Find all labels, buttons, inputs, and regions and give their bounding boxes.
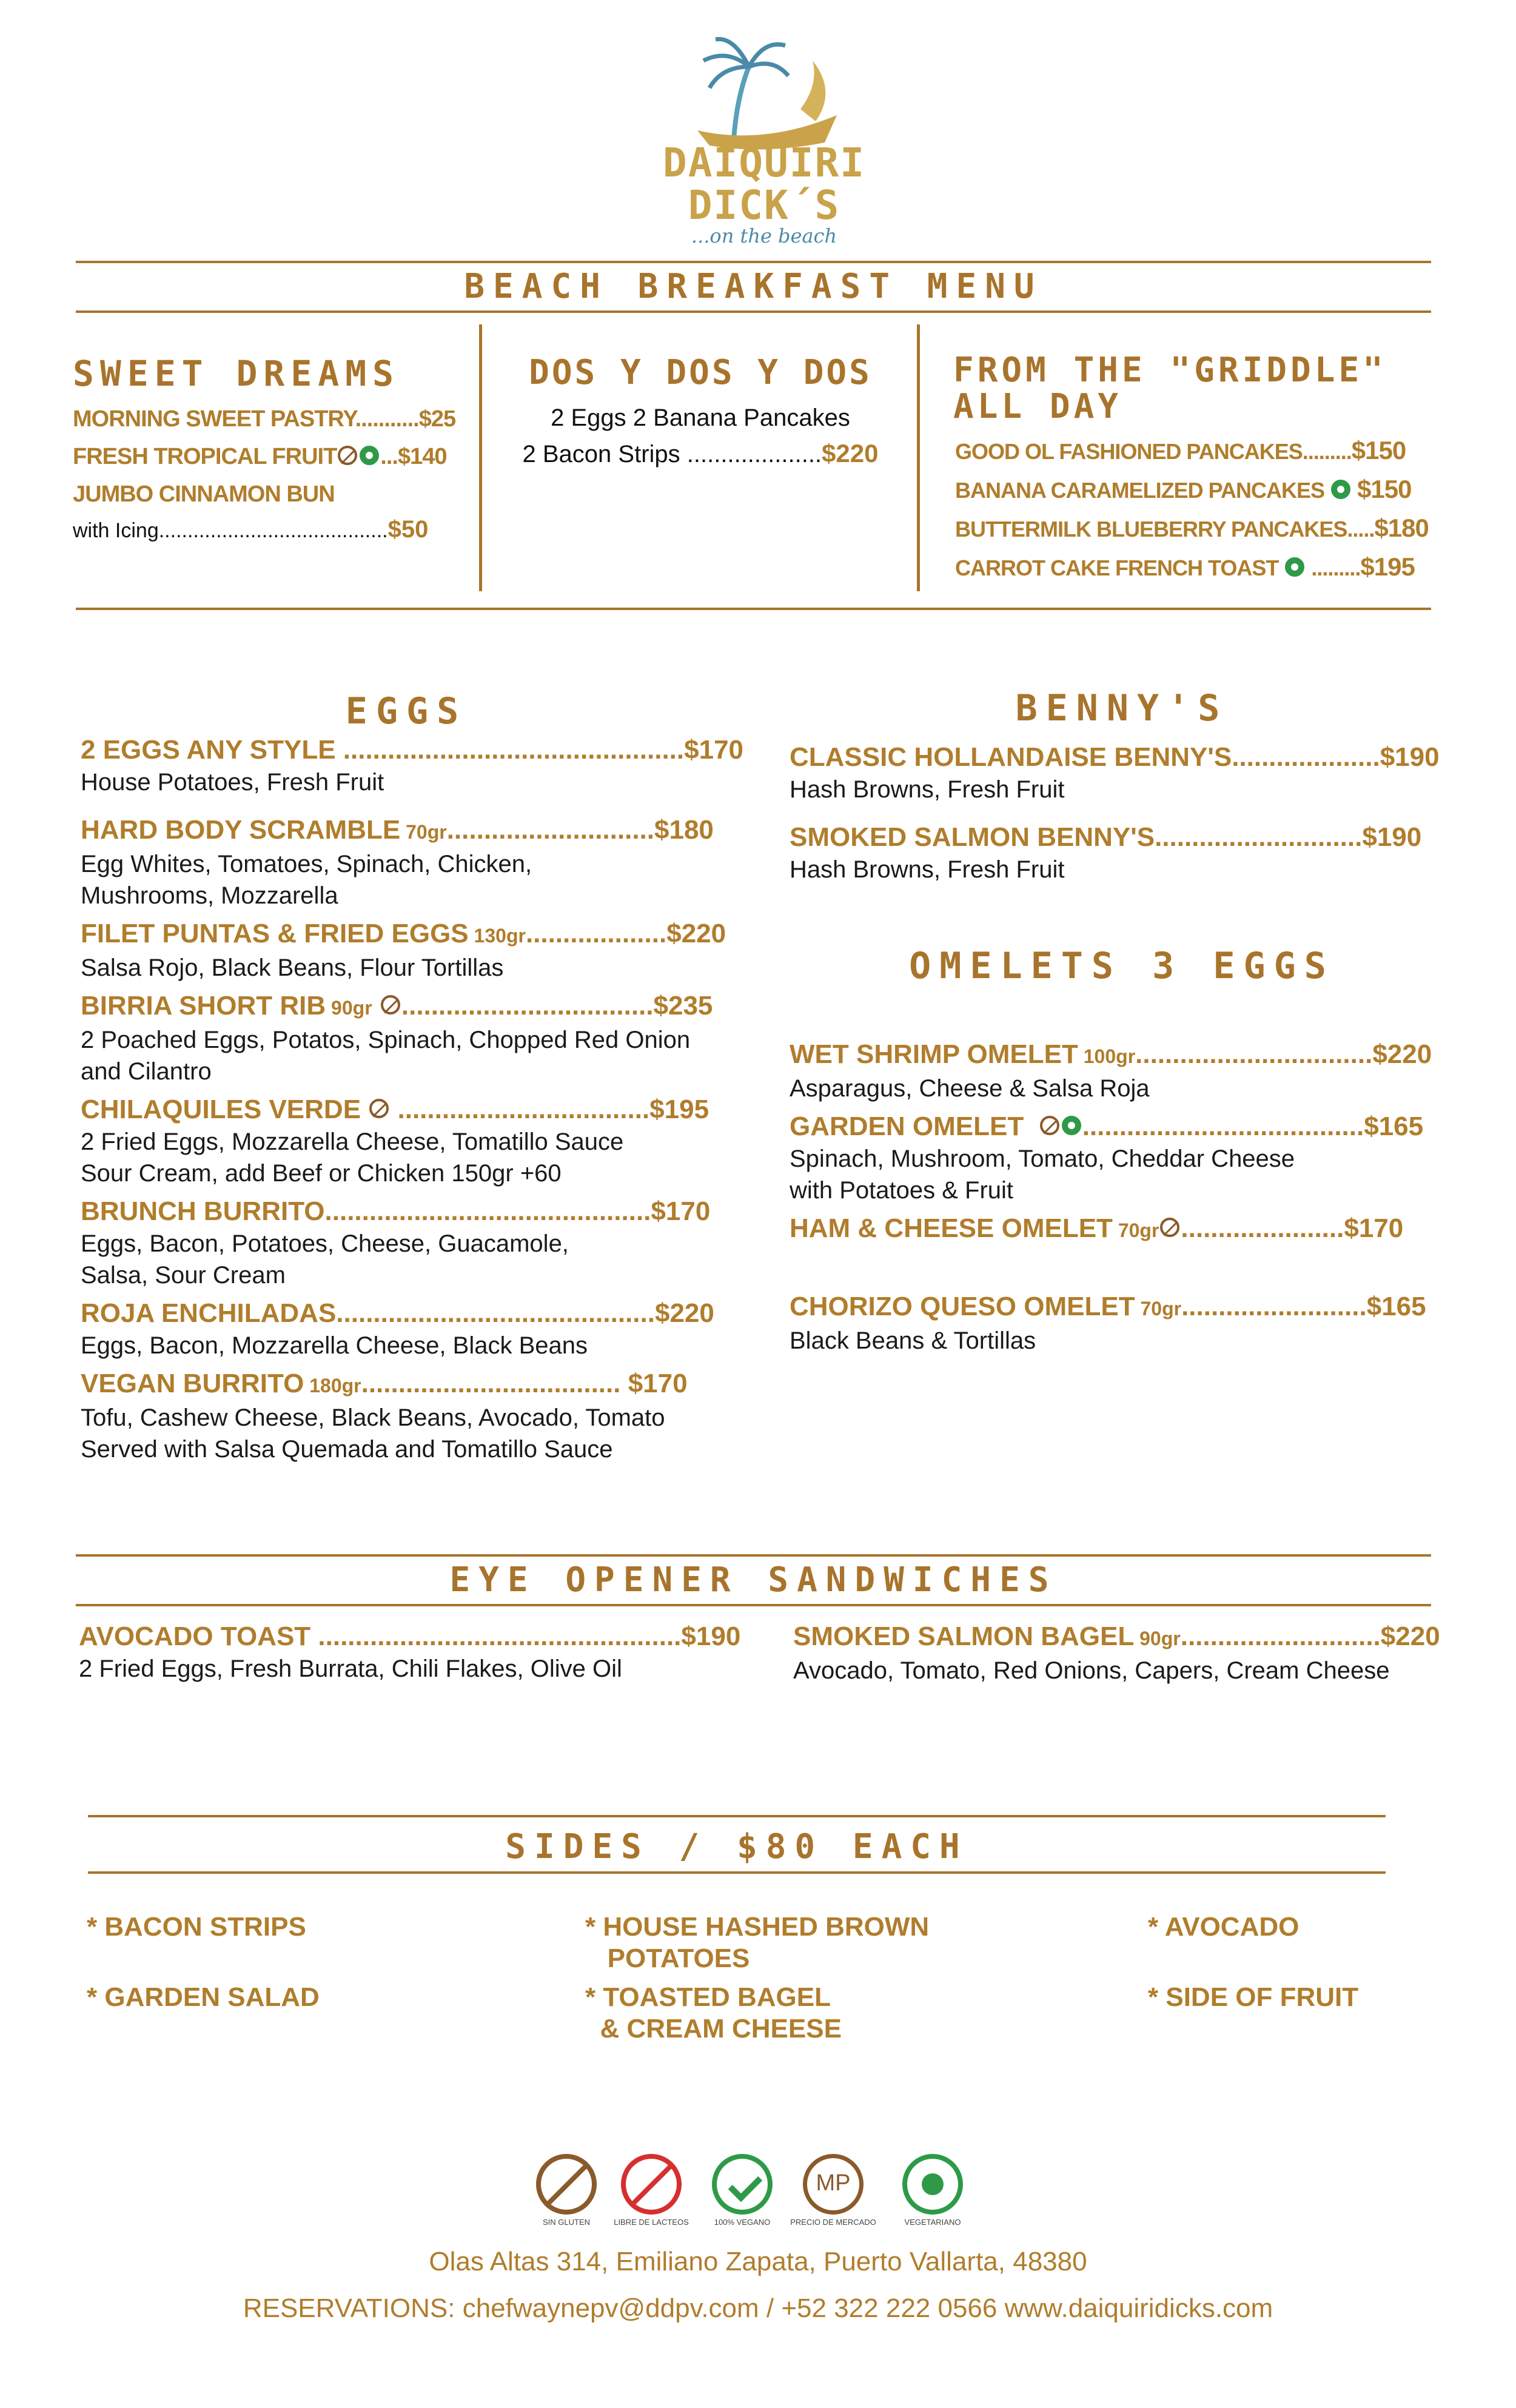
legend-label: LIBRE DE LACTEOS: [614, 2218, 689, 2227]
gluten-free-icon: [369, 1099, 389, 1118]
menu-item: [81, 1367, 748, 1402]
side-item: * SIDE OF FRUIT: [1148, 1982, 1359, 2012]
section-title-bennys: BENNY'S: [1015, 687, 1229, 729]
section-title-omelets: OMELETS 3 EGGS: [909, 945, 1335, 987]
item-name: GOOD OL FASHIONED PANCAKES: [955, 439, 1303, 464]
item-dots: ...........................: [1180, 1622, 1381, 1651]
item-price: $170: [651, 1196, 711, 1226]
bennys-list: [790, 741, 1457, 885]
item-desc: Tofu, Cashew Cheese, Black Beans, Avocado, Tomato: [81, 1404, 665, 1431]
item-desc: Salsa Rojo, Black Beans, Flour Tortillas: [81, 954, 504, 981]
item-dots: ......................: [1181, 1213, 1344, 1243]
side-line: * HOUSE HASHED BROWN: [585, 1912, 930, 1942]
section-title-eggs: EGGS: [345, 690, 468, 733]
menu-item: [955, 548, 1440, 587]
market-price-text: MP: [816, 2170, 851, 2196]
legend-label: 100% VEGANO: [714, 2218, 771, 2227]
item-name: BRUNCH BURRITO: [81, 1196, 325, 1226]
gluten-free-icon: [536, 2154, 597, 2215]
menu-item: JUMBO CINNAMON BUN: [73, 481, 335, 507]
item-name: BANANA CARAMELIZED PANCAKES: [955, 478, 1324, 503]
item-price: $170: [620, 1369, 688, 1398]
menu-item: [81, 1297, 748, 1330]
item-desc: 2 Fried Eggs, Mozzarella Cheese, Tomatillo Sauce: [81, 1129, 624, 1155]
side-item: * BACON STRIPS: [87, 1912, 306, 1942]
item-desc: Sour Cream, add Beef or Chicken 150gr +60: [81, 1160, 562, 1187]
item-desc: 2 Poached Eggs, Potatos, Spinach, Chopped Red Onion: [81, 1027, 691, 1053]
divider: [76, 1554, 1431, 1557]
section-title-sides: SIDES / $80 EACH: [505, 1827, 968, 1866]
item-name: WET SHRIMP OMELET: [790, 1039, 1078, 1069]
sweet-dreams-list: [73, 400, 461, 546]
item-dots: ............................: [1155, 822, 1363, 852]
item-dots: ............................................: [324, 1196, 651, 1226]
side-item: [585, 1911, 929, 1974]
item-dots: ......................................: [1082, 1112, 1364, 1141]
vegetarian-icon: [1285, 557, 1304, 577]
item-weight: 90gr: [1134, 1628, 1181, 1649]
section-title-sandwiches: EYE OPENER SANDWICHES: [449, 1560, 1058, 1600]
item-price: $25: [418, 406, 456, 432]
gluten-free-icon: [381, 995, 400, 1015]
item-dots: .........................: [1181, 1292, 1367, 1321]
item-dots: ...................................: [361, 1369, 621, 1398]
column-divider: [917, 324, 920, 591]
logo-tagline: ...on the beach: [691, 224, 837, 247]
dos-line2: [503, 437, 897, 472]
item-name: HARD BODY SCRAMBLE: [81, 815, 401, 845]
side-line: POTATOES: [585, 1944, 750, 1973]
item-weight: 90gr: [326, 997, 372, 1019]
item-dots: ...: [380, 444, 398, 469]
dos-line1: 2 Eggs 2 Banana Pancakes: [551, 404, 850, 431]
item-name: HAM & CHEESE OMELET: [790, 1213, 1113, 1243]
item-desc: with Icing: [73, 519, 159, 542]
item-name: GARDEN OMELET: [790, 1112, 1024, 1141]
item-weight: 130gr: [468, 925, 526, 947]
item-name: MORNING SWEET PASTRY: [73, 406, 355, 432]
item-weight: 70gr: [1135, 1298, 1182, 1320]
legend-label: PRECIO DE MERCADO: [790, 2218, 876, 2227]
item-name: BUTTERMILK BLUEBERRY PANCAKES: [955, 517, 1347, 542]
menu-item: [81, 1195, 748, 1228]
menu-item: [790, 1290, 1457, 1325]
item-name: SMOKED SALMON BENNY'S: [790, 822, 1155, 852]
griddle-list: [955, 432, 1440, 587]
menu-item: [790, 741, 1457, 774]
item-dots: .................................................: [310, 1622, 682, 1651]
gluten-free-icon: [1160, 1218, 1179, 1237]
item-price: $220: [822, 439, 879, 468]
address: Olas Altas 314, Emiliano Zapata, Puerto Vallarta, 48380: [429, 2247, 1087, 2276]
reservations: RESERVATIONS: chefwaynepv@ddpv.com / +52 322 222 0566 www.daiquiridicks.com: [243, 2293, 1273, 2323]
menu-item: [79, 1620, 758, 1653]
menu-item: [790, 1212, 1457, 1247]
item-desc: 2 Fried Eggs, Fresh Burrata, Chili Flakes, Olive Oil: [79, 1655, 622, 1682]
item-name: CHORIZO QUESO OMELET: [790, 1292, 1135, 1321]
item-dots: ...........................................: [336, 1298, 655, 1328]
menu-item: [790, 821, 1457, 854]
item-dots: ...................: [525, 919, 667, 948]
item-desc: Hash Browns, Fresh Fruit: [790, 776, 1065, 803]
item-dots: .........: [1311, 555, 1361, 580]
menu-item: [73, 400, 461, 438]
sandwich-left: [79, 1620, 758, 1685]
menu-title: BEACH BREAKFAST MENU: [464, 267, 1043, 306]
item-price: $235: [653, 991, 713, 1021]
item-price: $165: [1366, 1292, 1426, 1321]
vegan-icon: [712, 2154, 773, 2215]
menu-item: [81, 917, 748, 952]
side-item: * GARDEN SALAD: [87, 1982, 320, 2012]
dos-desc: 2 Bacon Strips: [522, 441, 680, 468]
section-title-sweet-dreams: SWEET DREAMS: [73, 353, 400, 394]
item-weight: 180gr: [304, 1375, 361, 1397]
market-price-icon: [803, 2154, 864, 2215]
item-desc: Black Beans & Tortillas: [790, 1327, 1036, 1354]
side-item: [585, 1982, 842, 2045]
omelets-list: [790, 1038, 1457, 1357]
vegetarian-icon: [902, 2154, 963, 2215]
item-desc: Mushrooms, Mozzarella: [81, 882, 338, 909]
menu-item: [73, 438, 461, 475]
legend-label: VEGETARIANO: [904, 2218, 961, 2227]
item-desc: Asparagus, Cheese & Salsa Roja: [790, 1075, 1150, 1102]
item-price: $180: [654, 815, 714, 845]
item-name: CLASSIC HOLLANDAISE BENNY'S: [790, 742, 1232, 772]
menu-item: [81, 734, 748, 766]
menu-item: [955, 509, 1440, 548]
vegetarian-icon: [1062, 1116, 1081, 1135]
item-name: VEGAN BURRITO: [81, 1369, 304, 1398]
menu-item-desc: [73, 513, 461, 546]
menu-item: [955, 471, 1440, 509]
column-divider: [479, 324, 482, 591]
eggs-list: [81, 734, 748, 1465]
gluten-free-icon: [1040, 1116, 1059, 1135]
divider: [76, 608, 1431, 610]
divider: [76, 310, 1431, 313]
lactose-free-icon: [621, 2154, 682, 2215]
menu-item: [793, 1620, 1460, 1655]
item-price: $220: [1372, 1039, 1432, 1069]
item-desc: and Cilantro: [81, 1058, 212, 1085]
divider: [76, 1604, 1431, 1606]
item-price: $220: [1380, 1622, 1440, 1651]
item-dots: ....................: [1232, 742, 1380, 772]
item-dots: ..................................: [401, 991, 654, 1021]
item-price: $190: [1362, 822, 1422, 852]
item-price: $180: [1374, 514, 1429, 542]
item-dots: ........................................: [158, 519, 388, 542]
gluten-free-icon: [338, 446, 357, 465]
menu-item: [81, 814, 748, 848]
item-dots: ...........: [355, 406, 419, 432]
legend-label: SIN GLUTEN: [542, 2218, 590, 2227]
menu-item: [790, 1038, 1457, 1073]
item-name: BIRRIA SHORT RIB: [81, 991, 326, 1021]
item-name: CHILAQUILES VERDE: [81, 1095, 361, 1124]
item-name: FRESH TROPICAL FRUIT: [73, 444, 337, 469]
menu-item: [81, 990, 748, 1024]
vegetarian-icon: [1331, 480, 1350, 499]
item-desc: Served with Salsa Quemada and Tomatillo Sauce: [81, 1436, 613, 1463]
item-desc: with Potatoes & Fruit: [790, 1177, 1014, 1204]
item-dots: ..............................................: [335, 735, 685, 765]
divider: [88, 1871, 1386, 1874]
item-name: CARROT CAKE FRENCH TOAST: [955, 555, 1279, 580]
item-desc: Egg Whites, Tomatoes, Spinach, Chicken,: [81, 851, 532, 877]
menu-item: [955, 432, 1440, 471]
divider: [76, 261, 1431, 263]
item-desc: Avocado, Tomato, Red Onions, Capers, Cream Cheese: [793, 1657, 1390, 1684]
item-price: $170: [1344, 1213, 1404, 1243]
logo: [661, 24, 867, 247]
item-name: 2 EGGS ANY STYLE: [81, 735, 336, 765]
item-price: $220: [666, 919, 726, 948]
item-price: $220: [654, 1298, 714, 1328]
item-weight: 100gr: [1078, 1045, 1136, 1067]
item-price: $140: [397, 444, 447, 469]
item-price: $190: [1380, 742, 1440, 772]
vegetarian-icon: [360, 446, 379, 465]
item-price: $165: [1364, 1112, 1424, 1141]
item-price: $150: [1351, 436, 1406, 464]
menu-item: [790, 1110, 1457, 1143]
sandwich-right: [793, 1620, 1460, 1686]
item-desc: Spinach, Mushroom, Tomato, Cheddar Cheese: [790, 1145, 1295, 1172]
section-title-griddle: FROM THE "GRIDDLE": [953, 350, 1387, 390]
item-desc: House Potatoes, Fresh Fruit: [81, 769, 384, 796]
item-price: $190: [681, 1622, 741, 1651]
item-price: $195: [649, 1095, 709, 1124]
item-desc: Eggs, Bacon, Potatoes, Cheese, Guacamole,: [81, 1230, 569, 1257]
item-desc: Hash Browns, Fresh Fruit: [790, 856, 1065, 883]
section-title-griddle-2: ALL DAY: [953, 387, 1122, 426]
item-dots: ................................: [1135, 1039, 1373, 1069]
item-dots: .........: [1302, 439, 1352, 464]
item-price: $170: [684, 735, 744, 765]
logo-line2: DICK´S: [688, 182, 840, 229]
item-name: FILET PUNTAS & FRIED EGGS: [81, 919, 469, 948]
item-name: ROJA ENCHILADAS: [81, 1298, 337, 1328]
item-price: $195: [1360, 552, 1415, 581]
side-line: * TOASTED BAGEL: [585, 1982, 831, 2012]
logo-line1: DAIQUIRI: [663, 139, 865, 186]
side-line: & CREAM CHEESE: [585, 2014, 842, 2044]
item-weight: 70gr: [400, 821, 447, 843]
item-dots: ..................................: [390, 1095, 650, 1124]
item-dots: ....................: [686, 441, 822, 468]
palm-boat-icon: [661, 24, 867, 152]
item-name: AVOCADO TOAST: [79, 1622, 311, 1651]
item-desc: Salsa, Sour Cream: [81, 1262, 286, 1289]
side-item: * AVOCADO: [1148, 1912, 1300, 1942]
divider: [88, 1815, 1386, 1817]
item-name: SMOKED SALMON BAGEL: [793, 1622, 1135, 1651]
item-weight: 70gr: [1112, 1219, 1159, 1241]
item-desc: Eggs, Bacon, Mozzarella Cheese, Black Beans: [81, 1332, 588, 1359]
item-dots: .....: [1347, 517, 1375, 542]
item-dots: ............................: [446, 815, 654, 845]
menu-item: [81, 1093, 748, 1126]
item-price: $50: [387, 516, 429, 543]
section-title-dos: DOS Y DOS Y DOS: [529, 353, 872, 392]
item-price: $150: [1357, 475, 1412, 503]
